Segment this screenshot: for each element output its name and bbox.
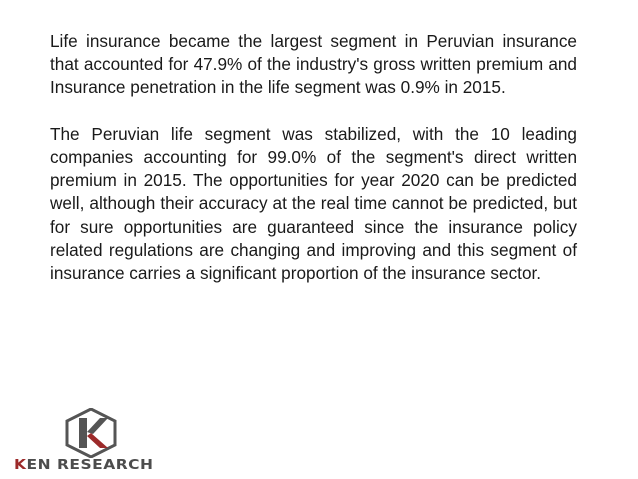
logo-wordmark-accent: K (14, 457, 27, 473)
ken-research-logo (14, 408, 174, 474)
ken-research-k-emblem-icon (64, 408, 118, 458)
logo-wordmark-rest: EN RESEARCH (26, 457, 154, 473)
body-text (50, 30, 577, 285)
logo-wordmark (14, 457, 154, 472)
paragraph-life-insurance: Life insurance became the largest segment in Peruvian insurance that accounted for 47.9% of the industry's gross written premium and Insurance penetration in the life segment was 0.9% in 2015. (50, 31, 577, 98)
paragraph-life-segment: The Peruvian life segment was stabilized, with the 10 leading companies accounting for 99.0% of the segment's direct written premium in 2015. The opportunities for year 2020 can be predicted well, although their accuracy at the real time cannot be predicted, but for sure opportunities are guaranteed since the insurance policy related regulations are changing and improving and this segment of insurance carries a significant proportion of the insurance sector. (50, 123, 577, 284)
